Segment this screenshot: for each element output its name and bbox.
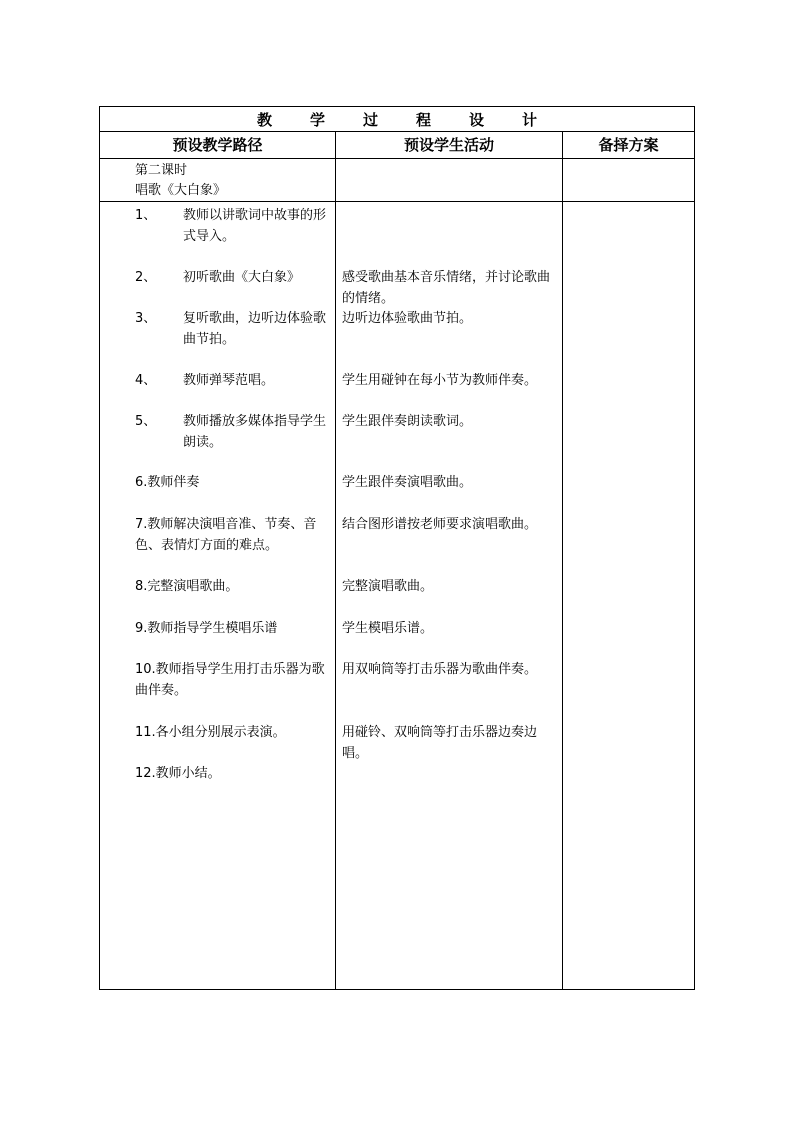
song-label: 唱歌《大白象》 (135, 183, 227, 198)
row-divider (100, 158, 694, 159)
step-activity: 学生跟伴奏朗读歌词。 (342, 414, 473, 429)
step-number: 2、 (135, 270, 157, 285)
step-text: 8.完整演唱歌曲。 (135, 579, 239, 594)
step-text: 初听歌曲《大白象》 (183, 270, 301, 285)
step-text: 9.教师指导学生模唱乐谱 (135, 621, 278, 636)
title-char: 设 (469, 110, 485, 129)
step-text: 11.各小组分别展示表演。 (135, 725, 286, 740)
step-number: 5、 (135, 414, 157, 429)
step-activity: 边听边体验歌曲节拍。 (342, 311, 473, 326)
lesson-label: 第二课时 (135, 163, 188, 178)
step-text: 教师弹琴范唱。 (183, 373, 275, 388)
step-text: 教师播放多媒体指导学生朗读。 (183, 414, 327, 450)
step-activity: 学生用碰钟在每小节为教师伴奏。 (342, 373, 538, 388)
table-title (100, 107, 694, 131)
step-activity: 用碰铃、双响筒等打击乐器边奏边唱。 (342, 725, 538, 761)
title-char: 程 (416, 110, 432, 129)
title-char: 计 (522, 110, 538, 129)
step-text: 复听歌曲，边听边体验歌曲节拍。 (183, 311, 327, 347)
title-char: 学 (309, 110, 325, 129)
step-activity: 完整演唱歌曲。 (342, 579, 434, 594)
step-text: 7.教师解决演唱音准、节奏、音色、表情灯方面的难点。 (135, 517, 317, 553)
step-activity: 用双响筒等打击乐器为歌曲伴奏。 (342, 662, 538, 677)
header-alternative-plan: 备择方案 (598, 136, 659, 154)
step-activity: 学生跟伴奏演唱歌曲。 (342, 475, 473, 490)
step-text: 12.教师小结。 (135, 766, 221, 781)
title-char: 教 (256, 110, 272, 129)
step-text: 教师以讲歌词中故事的形式导入。 (183, 208, 327, 244)
step-activity: 结合图形谱按老师要求演唱歌曲。 (342, 517, 538, 532)
step-text: 6.教师伴奏 (135, 475, 200, 490)
header-student-activity: 预设学生活动 (403, 136, 494, 154)
col-divider (562, 132, 563, 989)
step-number: 3、 (135, 311, 157, 326)
row-divider (100, 201, 694, 202)
step-activity: 学生模唱乐谱。 (342, 621, 434, 636)
header-teaching-path: 预设教学路径 (172, 136, 263, 154)
lesson-table (99, 106, 695, 990)
step-number: 1、 (135, 208, 157, 223)
step-number: 4、 (135, 373, 157, 388)
col-divider (335, 132, 336, 989)
step-activity: 感受歌曲基本音乐情绪，并讨论歌曲的情绪。 (342, 270, 551, 306)
step-text: 10.教师指导学生用打击乐器为歌曲伴奏。 (135, 662, 325, 698)
title-char: 过 (362, 110, 378, 129)
